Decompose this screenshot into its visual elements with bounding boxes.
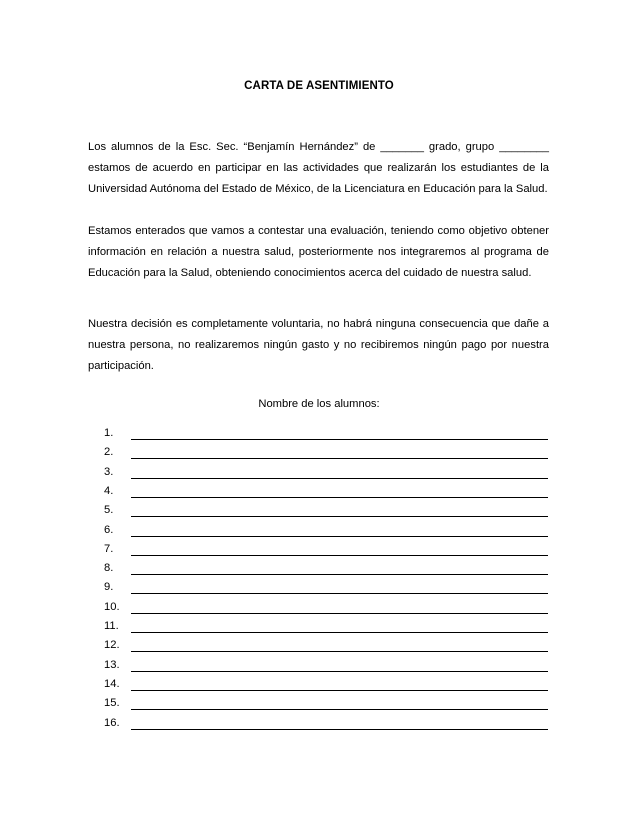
name-blank-line[interactable] bbox=[131, 478, 548, 479]
list-number: 16. bbox=[104, 716, 120, 729]
name-blank-line[interactable] bbox=[131, 555, 548, 556]
name-blank-line[interactable] bbox=[131, 593, 548, 594]
name-blank-line[interactable] bbox=[131, 613, 548, 614]
list-number: 12. bbox=[104, 639, 120, 652]
name-blank-line[interactable] bbox=[131, 574, 548, 575]
name-blank-line[interactable] bbox=[131, 709, 548, 710]
name-line-row bbox=[0, 694, 638, 712]
name-line-row bbox=[0, 501, 638, 519]
list-number: 5. bbox=[104, 504, 114, 517]
list-number: 7. bbox=[104, 542, 114, 555]
list-number: 1. bbox=[104, 427, 114, 439]
list-number: 9. bbox=[104, 581, 114, 594]
name-blank-line[interactable] bbox=[131, 671, 548, 672]
name-blank-line[interactable] bbox=[131, 651, 548, 652]
name-line-row bbox=[0, 714, 638, 732]
name-line-row bbox=[0, 521, 638, 539]
list-number: 13. bbox=[104, 658, 120, 671]
name-blank-line[interactable] bbox=[131, 729, 548, 730]
name-line-row bbox=[0, 559, 638, 577]
list-number: 3. bbox=[104, 465, 114, 478]
name-line-row bbox=[0, 578, 638, 596]
document-title: CARTA DE ASENTIMIENTO bbox=[244, 80, 394, 92]
name-line-row bbox=[0, 463, 638, 481]
list-number: 4. bbox=[104, 484, 114, 497]
list-number: 6. bbox=[104, 523, 114, 536]
name-line-row bbox=[0, 443, 638, 461]
name-line-row bbox=[0, 636, 638, 654]
name-line-row bbox=[0, 424, 638, 442]
name-blank-line[interactable] bbox=[131, 458, 548, 459]
list-number: 11. bbox=[104, 620, 119, 632]
paragraph-consent: Los alumnos de la Esc. Sec. “Benjamín Hernández” de _______ grado, grupo ________ estamos de acuerdo en participar en las actividades que realizarán los estudiantes de la Universidad Autónoma del Estado de México, de la Licenciatura en Educación para la Salud. bbox=[88, 141, 549, 195]
name-line-row bbox=[0, 540, 638, 558]
paragraph-voluntary: Nuestra decisión es completamente voluntaria, no habrá ninguna consecuencia que dañe a nuestra persona, no realizaremos ningún gasto y no recibiremos ningún pago por nuestra participación. bbox=[88, 318, 549, 372]
name-blank-line[interactable] bbox=[131, 439, 548, 440]
paragraph-evaluation: Estamos enterados que vamos a contestar una evaluación, teniendo como objetivo obtener información en relación a nuestra salud, posteriormente nos integraremos al programa de Educación para la Salud, obteniendo conocimientos acerca del cuidado de nuestra salud. bbox=[88, 225, 549, 279]
list-number: 8. bbox=[104, 562, 114, 575]
list-number: 15. bbox=[104, 697, 120, 710]
list-number: 14. bbox=[104, 677, 120, 690]
name-blank-line[interactable] bbox=[131, 632, 548, 633]
name-line-row bbox=[0, 617, 638, 635]
name-line-row bbox=[0, 482, 638, 500]
name-blank-line[interactable] bbox=[131, 536, 548, 537]
name-line-row bbox=[0, 675, 638, 693]
name-line-row bbox=[0, 598, 638, 616]
name-blank-line[interactable] bbox=[131, 516, 548, 517]
list-number: 10. bbox=[104, 600, 120, 613]
name-line-row bbox=[0, 656, 638, 674]
list-number: 2. bbox=[104, 446, 114, 459]
name-blank-line[interactable] bbox=[131, 497, 548, 498]
name-blank-line[interactable] bbox=[131, 690, 548, 691]
names-heading: Nombre de los alumnos: bbox=[258, 398, 380, 410]
